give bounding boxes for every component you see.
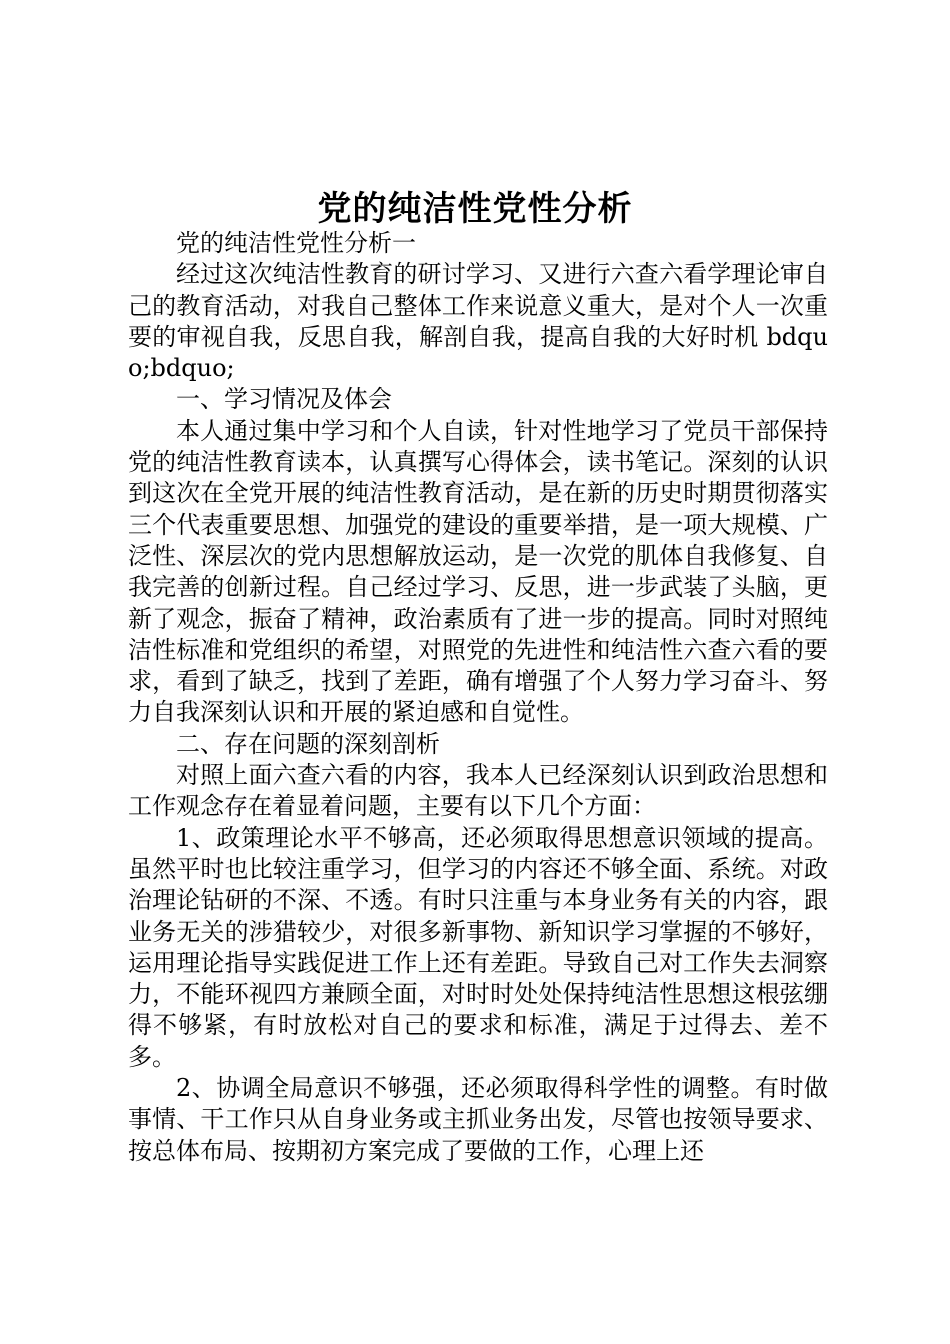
paragraph: 2、协调全局意识不够强，还必须取得科学性的调整。有时做事情、干工作只从自身业务或主抓业务出发，尽管也按领导要求、按总体布局、按期初方案完成了要做的工作，心理上还 <box>128 1074 828 1165</box>
document-title: 党的纯洁性党性分析 <box>317 189 633 229</box>
paragraph: 1、政策理论水平不够高，还必须取得思想意识领域的提高。虽然平时也比较注重学习，但学习的内容还不够全面、系统。对政治理论钻研的不深、不透。有时只注重与本身业务有关的内容，跟业务无关的涉猎较少，对很多新事物、新知识学习掌握的不够好，运用理论指导实践促进工作上还有差距。导致自己对工作失去洞察力，不能环视四方兼顾全面，对时时处处保持纯洁性思想这根弦绷得不够紧，有时放松对自己的要求和标准，满足于过得去、差不多。 <box>128 823 828 1071</box>
document-body <box>128 228 828 1167</box>
paragraph: 经过这次纯洁性教育的研讨学习、又进行六查六看学理论审自己的教育活动，对我自己整体工作来说意义重大，是对个人一次重要的审视自我，反思自我，解剖自我，提高自我的大好时机 bdquo;bdquo; <box>128 260 828 383</box>
paragraph: 对照上面六查六看的内容，我本人已经深刻认识到政治思想和工作观念存在着显着问题，主要有以下几个方面： <box>128 761 828 821</box>
section-heading: 一、学习情况及体会 <box>176 385 392 414</box>
section-heading: 二、存在问题的深刻剖析 <box>176 729 440 758</box>
paragraph: 本人通过集中学习和个人自读，针对性地学习了党员干部保持党的纯洁性教育读本，认真撰写心得体会，读书笔记。深刻的认识到这次在全党开展的纯洁性教育活动，是在新的历史时期贯彻落实三个代表重要思想、加强党的建设的重要举措，是一项大规模、广泛性、深层次的党内思想解放运动，是一次党的肌体自我修复、自我完善的创新过程。自己经过学习、反思，进一步武装了头脑，更新了观念，振奋了精神，政治素质有了进一步的提高。同时对照纯洁性标准和党组织的希望，对照党的先进性和纯洁性六查六看的要求，看到了缺乏，找到了差距，确有增强了个人努力学习奋斗、努力自我深刻认识和开展的紧迫感和自觉性。 <box>128 416 828 727</box>
section-heading: 党的纯洁性党性分析一 <box>176 229 416 257</box>
